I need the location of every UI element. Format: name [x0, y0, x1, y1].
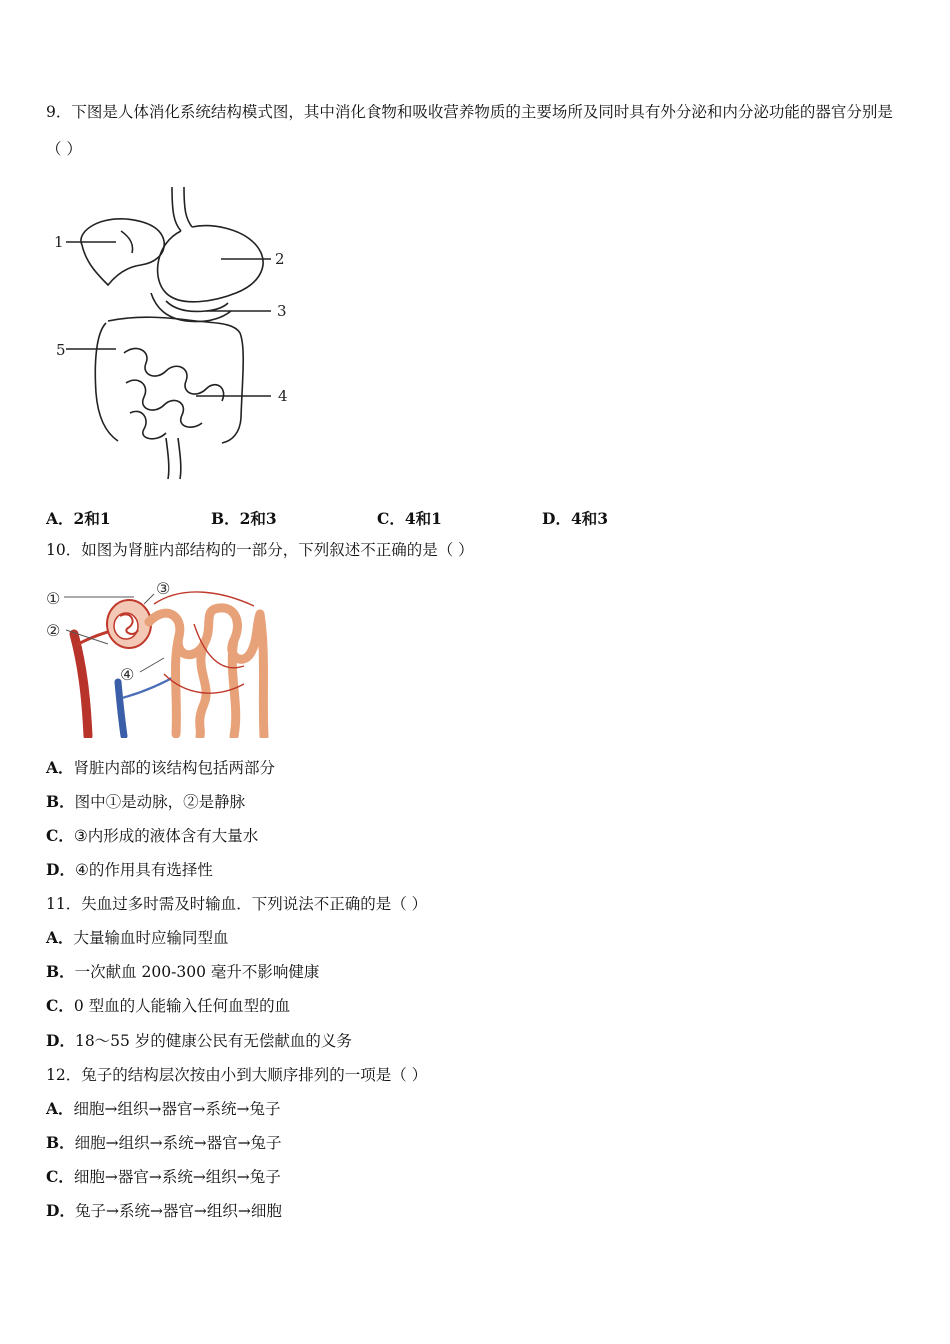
option-text: 肾脏内部的该结构包括两部分 — [73, 759, 276, 777]
q10-option-b[interactable] — [46, 792, 245, 812]
option-label: D． — [542, 509, 571, 528]
option-text: 一次献血 200-300 毫升不影响健康 — [74, 963, 320, 981]
q10-option-c[interactable] — [46, 826, 258, 846]
option-text: 兔子→系统→器官→组织→细胞 — [74, 1202, 282, 1220]
option-label: A． — [46, 1099, 74, 1118]
option-label: A． — [46, 928, 74, 947]
option-text: 0 型血的人能输入任何血型的血 — [73, 997, 291, 1015]
q11-option-a[interactable] — [46, 928, 229, 948]
digestive-system-diagram — [46, 183, 296, 483]
q12-option-c[interactable] — [46, 1167, 281, 1187]
option-text: 4和3 — [570, 509, 609, 528]
option-text: 大量输血时应输同型血 — [73, 929, 229, 947]
q9-option-d[interactable] — [542, 507, 608, 529]
option-text: 2和1 — [73, 509, 111, 528]
q11-option-d[interactable] — [46, 1031, 352, 1051]
q10-option-a[interactable] — [46, 758, 275, 778]
question-9-options — [46, 507, 746, 527]
fig-label-4: 4 — [278, 387, 288, 405]
option-label: B． — [211, 509, 240, 528]
option-label: D． — [46, 860, 75, 879]
option-label: B． — [46, 962, 75, 981]
option-label: A． — [46, 509, 74, 528]
option-text: 细胞→组织→器官→系统→兔子 — [73, 1100, 281, 1118]
option-text: 细胞→器官→系统→组织→兔子 — [73, 1168, 281, 1186]
question-12-stem: 12．兔子的结构层次按由小到大顺序排列的一项是（ ） — [46, 1066, 428, 1084]
option-text: 细胞→组织→系统→器官→兔子 — [74, 1134, 282, 1152]
q9-option-b[interactable] — [211, 507, 277, 529]
option-text: 2和3 — [239, 509, 277, 528]
option-label: C． — [46, 1167, 74, 1186]
fig-label-2: 2 — [275, 250, 285, 268]
option-label: B． — [46, 1133, 75, 1152]
fig-label-3: 3 — [277, 302, 287, 320]
option-text: 图中①是动脉，②是静脉 — [74, 793, 246, 811]
q10-option-d[interactable] — [46, 860, 213, 880]
option-label: A． — [46, 758, 74, 777]
option-text: ③内形成的液体含有大量水 — [73, 827, 259, 845]
fig-label-circle-4: ④ — [120, 665, 135, 684]
option-label: C． — [46, 996, 74, 1015]
q11-option-c[interactable] — [46, 996, 290, 1016]
fig-label-1: 1 — [54, 233, 64, 251]
fig-label-circle-2: ② — [46, 621, 61, 640]
fig-label-5: 5 — [56, 341, 66, 359]
option-text: ④的作用具有选择性 — [74, 861, 213, 879]
q12-option-a[interactable] — [46, 1099, 280, 1119]
q12-option-b[interactable] — [46, 1133, 282, 1153]
q9-option-c[interactable] — [377, 507, 442, 529]
fig-label-circle-1: ① — [46, 589, 61, 608]
option-label: B． — [46, 792, 75, 811]
q12-option-d[interactable] — [46, 1201, 282, 1221]
option-text: 4和1 — [404, 509, 442, 528]
question-9-stem: 9．下图是人体消化系统结构模式图，其中消化食物和吸收营养物质的主要场所及同时具有外分泌和内分泌功能的器官分别是（ ） — [46, 103, 893, 158]
option-text: 18～55 岁的健康公民有无偿献血的义务 — [74, 1032, 352, 1050]
question-10-stem: 10．如图为肾脏内部结构的一部分，下列叙述不正确的是（ ） — [46, 541, 474, 559]
q11-option-b[interactable] — [46, 962, 319, 982]
fig-label-circle-3: ③ — [156, 579, 171, 598]
q9-option-a[interactable] — [46, 507, 111, 529]
option-label: C． — [377, 509, 405, 528]
question-11-stem: 11．失血过多时需及时输血．下列说法不正确的是（ ） — [46, 895, 428, 913]
option-label: C． — [46, 826, 74, 845]
option-label: D． — [46, 1031, 75, 1050]
option-label: D． — [46, 1201, 75, 1220]
nephron-diagram — [44, 574, 270, 738]
